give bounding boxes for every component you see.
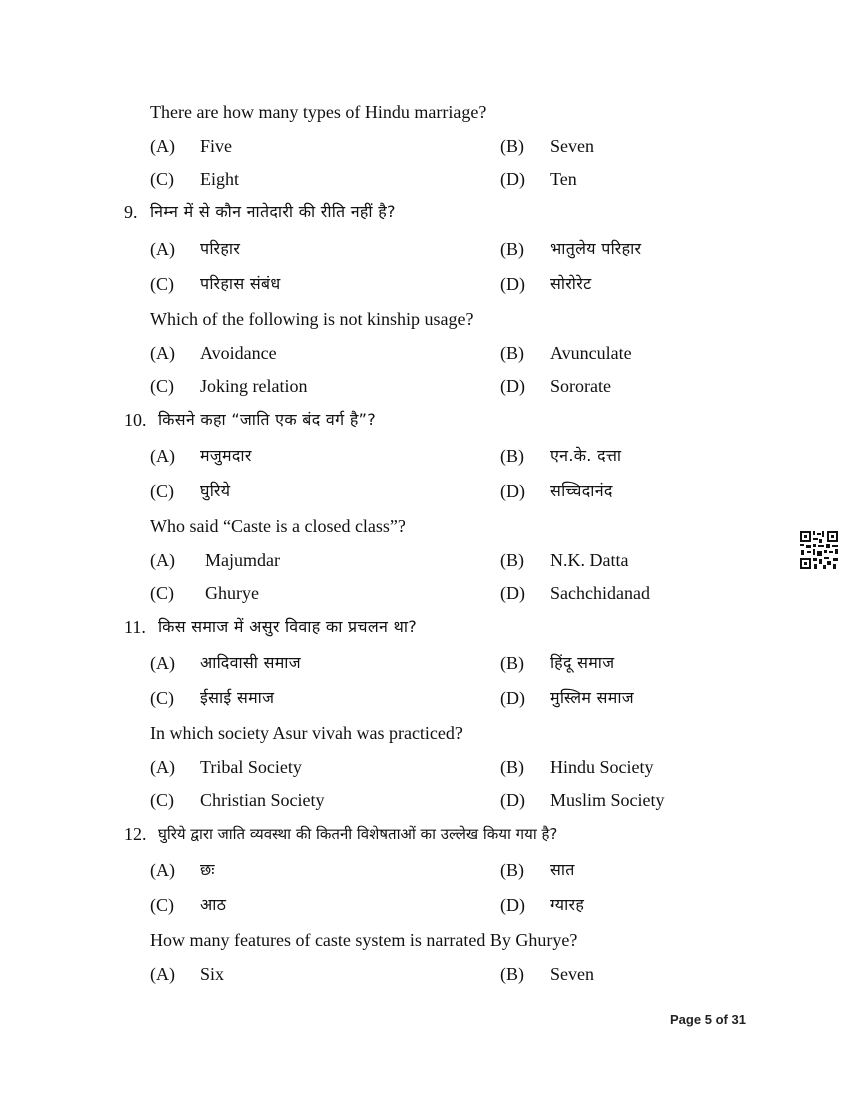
option-row — [0, 441, 850, 471]
option-label: (D) — [500, 169, 525, 189]
question-text: Which of the following is not kinship usage? — [150, 309, 474, 329]
option-text: N.K. Datta — [550, 550, 629, 570]
question-text: In which society Asur vivah was practiced? — [150, 723, 463, 743]
option-text: Tribal Society — [200, 757, 302, 777]
option-label: (B) — [500, 964, 524, 984]
option-text: Six — [200, 964, 225, 984]
option-label: (C) — [150, 790, 174, 810]
option-label: (B) — [500, 446, 524, 466]
option-label: (A) — [150, 757, 175, 777]
option-row — [0, 959, 850, 989]
option-text: भातुलेय परिहार — [550, 239, 642, 258]
option-text: मजुमदार — [200, 446, 252, 465]
option-row — [0, 855, 850, 885]
option-label: (A) — [150, 446, 175, 466]
question-text: How many features of caste system is narrated By Ghurye? — [150, 930, 578, 950]
option-text: छः — [200, 860, 215, 879]
option-text: सात — [550, 860, 575, 879]
question-11-hindi — [0, 612, 850, 642]
option-label: (D) — [500, 688, 525, 708]
question-number: 9. — [124, 202, 138, 222]
question-number: 10. — [124, 410, 147, 430]
option-row — [0, 164, 850, 194]
question-text: किस समाज में असुर विवाह का प्रचलन था? — [158, 617, 418, 636]
page-prefix: Page — [670, 1012, 702, 1027]
option-text: Ghurye — [205, 583, 259, 603]
option-label: (B) — [500, 860, 524, 880]
option-row — [0, 371, 850, 401]
option-text: Joking relation — [200, 376, 308, 396]
option-row — [0, 683, 850, 713]
question-10-english — [0, 511, 850, 541]
option-label: (A) — [150, 653, 175, 673]
option-row — [0, 131, 850, 161]
option-text: सोरोरेट — [550, 274, 592, 293]
option-label: (A) — [150, 550, 175, 570]
option-label: (B) — [500, 136, 524, 156]
option-label: (C) — [150, 376, 174, 396]
option-text: ग्यारह — [550, 895, 585, 914]
option-label: (C) — [150, 688, 174, 708]
option-text: एन.के. दत्ता — [550, 446, 622, 465]
option-label: (A) — [150, 136, 175, 156]
option-label: (D) — [500, 274, 525, 294]
option-text: Christian Society — [200, 790, 325, 810]
question-text: किसने कहा “जाति एक बंद वर्ग है”? — [158, 410, 376, 429]
option-text: परिहार — [200, 239, 241, 258]
option-label: (C) — [150, 481, 174, 501]
question-8-english — [0, 97, 850, 127]
option-label: (C) — [150, 169, 174, 189]
option-row — [0, 476, 850, 506]
option-label: (A) — [150, 860, 175, 880]
option-row — [0, 338, 850, 368]
option-label: (B) — [500, 653, 524, 673]
question-12-english — [0, 925, 850, 955]
option-text: Ten — [550, 169, 577, 189]
option-label: (C) — [150, 274, 174, 294]
option-text: Hindu Society — [550, 757, 654, 777]
question-10-hindi — [0, 405, 850, 435]
option-text: Seven — [550, 136, 594, 156]
option-label: (B) — [500, 757, 524, 777]
option-text: Majumdar — [205, 550, 280, 570]
option-row — [0, 752, 850, 782]
option-label: (D) — [500, 481, 525, 501]
question-text: निम्न में से कौन नातेदारी की रीति नहीं है? — [150, 202, 396, 221]
option-row — [0, 269, 850, 299]
option-row — [0, 545, 850, 575]
option-row — [0, 785, 850, 815]
option-row — [0, 234, 850, 264]
option-label: (A) — [150, 239, 175, 259]
option-label: (C) — [150, 895, 174, 915]
option-text: हिंदू समाज — [550, 653, 615, 672]
option-text: Sachchidanad — [550, 583, 650, 603]
option-text: मुस्लिम समाज — [550, 688, 634, 707]
question-12-hindi — [0, 819, 850, 849]
option-text: Seven — [550, 964, 594, 984]
option-row — [0, 648, 850, 678]
option-row — [0, 890, 850, 920]
question-text: Who said “Caste is a closed class”? — [150, 516, 406, 536]
option-text: Five — [200, 136, 233, 156]
qr-code-icon — [799, 530, 839, 570]
option-text: Sororate — [550, 376, 611, 396]
option-row — [0, 578, 850, 608]
option-text: सच्चिदानंद — [550, 481, 613, 500]
option-label: (B) — [500, 550, 524, 570]
option-text: ईसाई समाज — [200, 688, 275, 707]
option-label: (D) — [500, 790, 525, 810]
question-9-english — [0, 304, 850, 334]
question-9-hindi — [0, 197, 850, 227]
option-text: आठ — [200, 895, 227, 914]
page-total: 31 — [731, 1012, 746, 1027]
question-text: There are how many types of Hindu marriage? — [150, 102, 487, 122]
option-text: Eight — [200, 169, 239, 189]
option-label: (D) — [500, 895, 525, 915]
option-label: (C) — [150, 583, 174, 603]
question-text: घुरिये द्वारा जाति व्यवस्था की कितनी विशेषताओं का उल्लेख किया गया है? — [158, 825, 558, 843]
question-number: 12. — [124, 824, 147, 844]
option-label: (B) — [500, 239, 524, 259]
option-text: Avoidance — [200, 343, 277, 363]
option-label: (D) — [500, 583, 525, 603]
page-number — [670, 1012, 746, 1027]
option-label: (D) — [500, 376, 525, 396]
page-of: of — [715, 1012, 728, 1027]
option-text: परिहास संबंध — [200, 274, 281, 293]
option-text: Avunculate — [550, 343, 632, 363]
option-text: Muslim Society — [550, 790, 665, 810]
option-label: (A) — [150, 343, 175, 363]
option-text: आदिवासी समाज — [200, 653, 301, 672]
option-label: (B) — [500, 343, 524, 363]
question-number: 11. — [124, 617, 146, 637]
page-current: 5 — [704, 1012, 712, 1027]
option-text: घुरिये — [200, 481, 231, 500]
question-11-english — [0, 718, 850, 748]
option-label: (A) — [150, 964, 175, 984]
